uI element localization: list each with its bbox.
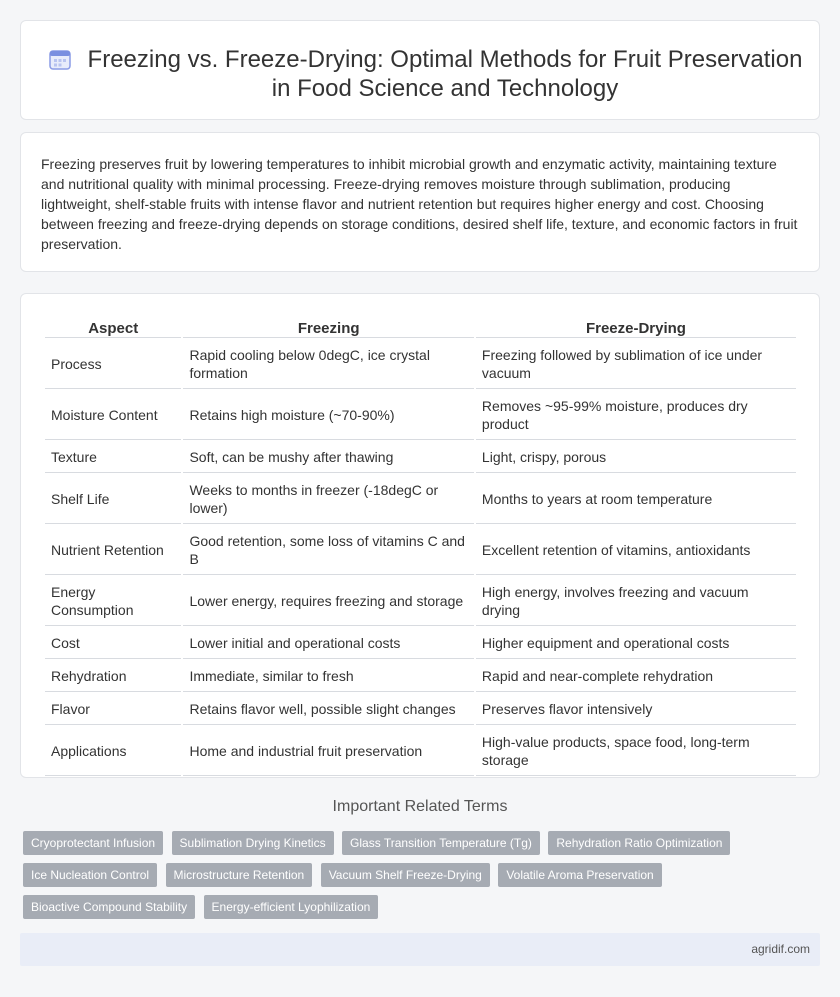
row-freezing: Lower energy, requires freezing and storage [183, 577, 473, 626]
row-aspect: Process [45, 340, 181, 389]
related-terms-heading: Important Related Terms [332, 798, 508, 815]
related-term-tag[interactable]: Microstructure Retention [166, 863, 313, 887]
related-term-tag[interactable]: Vacuum Shelf Freeze-Drying [321, 863, 490, 887]
header-aspect: Aspect [45, 316, 181, 338]
comparison-table [43, 314, 798, 778]
row-freezing: Immediate, similar to fresh [183, 661, 473, 692]
row-freeze-drying: Removes ~95-99% moisture, produces dry product [476, 391, 796, 440]
table-header-row [45, 316, 796, 338]
header-freeze-drying: Freeze-Drying [476, 316, 796, 338]
row-freezing: Lower initial and operational costs [183, 628, 473, 659]
footer-bar [20, 933, 820, 966]
row-freeze-drying: Excellent retention of vitamins, antioxidants [476, 526, 796, 575]
row-freeze-drying: Freezing followed by sublimation of ice under vacuum [476, 340, 796, 389]
row-aspect: Shelf Life [45, 475, 181, 524]
footer-site-link[interactable]: agridif.com [751, 942, 810, 956]
related-term-tag[interactable]: Sublimation Drying Kinetics [172, 831, 334, 855]
comparison-table-card [20, 293, 820, 778]
intro-paragraph: Freezing preserves fruit by lowering temperatures to inhibit microbial growth and enzymatic activity, maintaining texture and nutritional quality with minimal processing. Freeze-drying removes moisture through sublimation, producing lightweight, shelf-stable fruits with intense flavor and nutrient retention but requires higher energy and cost. Choosing between freezing and freeze-drying depends on storage conditions, desired shelf life, texture, and economic factors in fruit preservation. [41, 156, 798, 252]
related-terms-list [23, 831, 803, 927]
row-freeze-drying: Higher equipment and operational costs [476, 628, 796, 659]
row-freeze-drying: High-value products, space food, long-term storage [476, 727, 796, 776]
row-freezing: Soft, can be mushy after thawing [183, 442, 473, 473]
header-freezing: Freezing [183, 316, 473, 338]
row-freeze-drying: Months to years at room temperature [476, 475, 796, 524]
row-aspect: Rehydration [45, 661, 181, 692]
table-row [45, 340, 796, 389]
row-freezing: Retains flavor well, possible slight changes [183, 694, 473, 725]
table-row [45, 442, 796, 473]
intro-card [20, 132, 820, 272]
related-term-tag[interactable]: Glass Transition Temperature (Tg) [342, 831, 540, 855]
row-aspect: Energy Consumption [45, 577, 181, 626]
row-aspect: Nutrient Retention [45, 526, 181, 575]
related-term-tag[interactable]: Bioactive Compound Stability [23, 895, 195, 919]
related-term-tag[interactable]: Rehydration Ratio Optimization [548, 831, 730, 855]
row-aspect: Moisture Content [45, 391, 181, 440]
row-aspect: Applications [45, 727, 181, 776]
table-row [45, 661, 796, 692]
row-freeze-drying: Preserves flavor intensively [476, 694, 796, 725]
title-card [20, 20, 820, 120]
row-freeze-drying: High energy, involves freezing and vacuum drying [476, 577, 796, 626]
row-freezing: Rapid cooling below 0degC, ice crystal formation [183, 340, 473, 389]
table-row [45, 526, 796, 575]
table-row [45, 628, 796, 659]
table-row [45, 475, 796, 524]
row-freezing: Weeks to months in freezer (-18degC or lower) [183, 475, 473, 524]
table-row [45, 577, 796, 626]
row-aspect: Flavor [45, 694, 181, 725]
row-freeze-drying: Light, crispy, porous [476, 442, 796, 473]
row-freezing: Retains high moisture (~70-90%) [183, 391, 473, 440]
row-freezing: Home and industrial fruit preservation [183, 727, 473, 776]
related-term-tag[interactable]: Ice Nucleation Control [23, 863, 157, 887]
table-row [45, 694, 796, 725]
related-term-tag[interactable]: Energy-efficient Lyophilization [204, 895, 379, 919]
calendar-icon [49, 48, 71, 70]
related-term-tag[interactable]: Volatile Aroma Preservation [498, 863, 661, 887]
page-title: Freezing vs. Freeze-Drying: Optimal Methods for Fruit Preservation in Food Science and Technology [87, 46, 803, 102]
row-freeze-drying: Rapid and near-complete rehydration [476, 661, 796, 692]
row-aspect: Cost [45, 628, 181, 659]
table-row [45, 727, 796, 776]
related-term-tag[interactable]: Cryoprotectant Infusion [23, 831, 163, 855]
table-row [45, 391, 796, 440]
row-aspect: Texture [45, 442, 181, 473]
row-freezing: Good retention, some loss of vitamins C and B [183, 526, 473, 575]
